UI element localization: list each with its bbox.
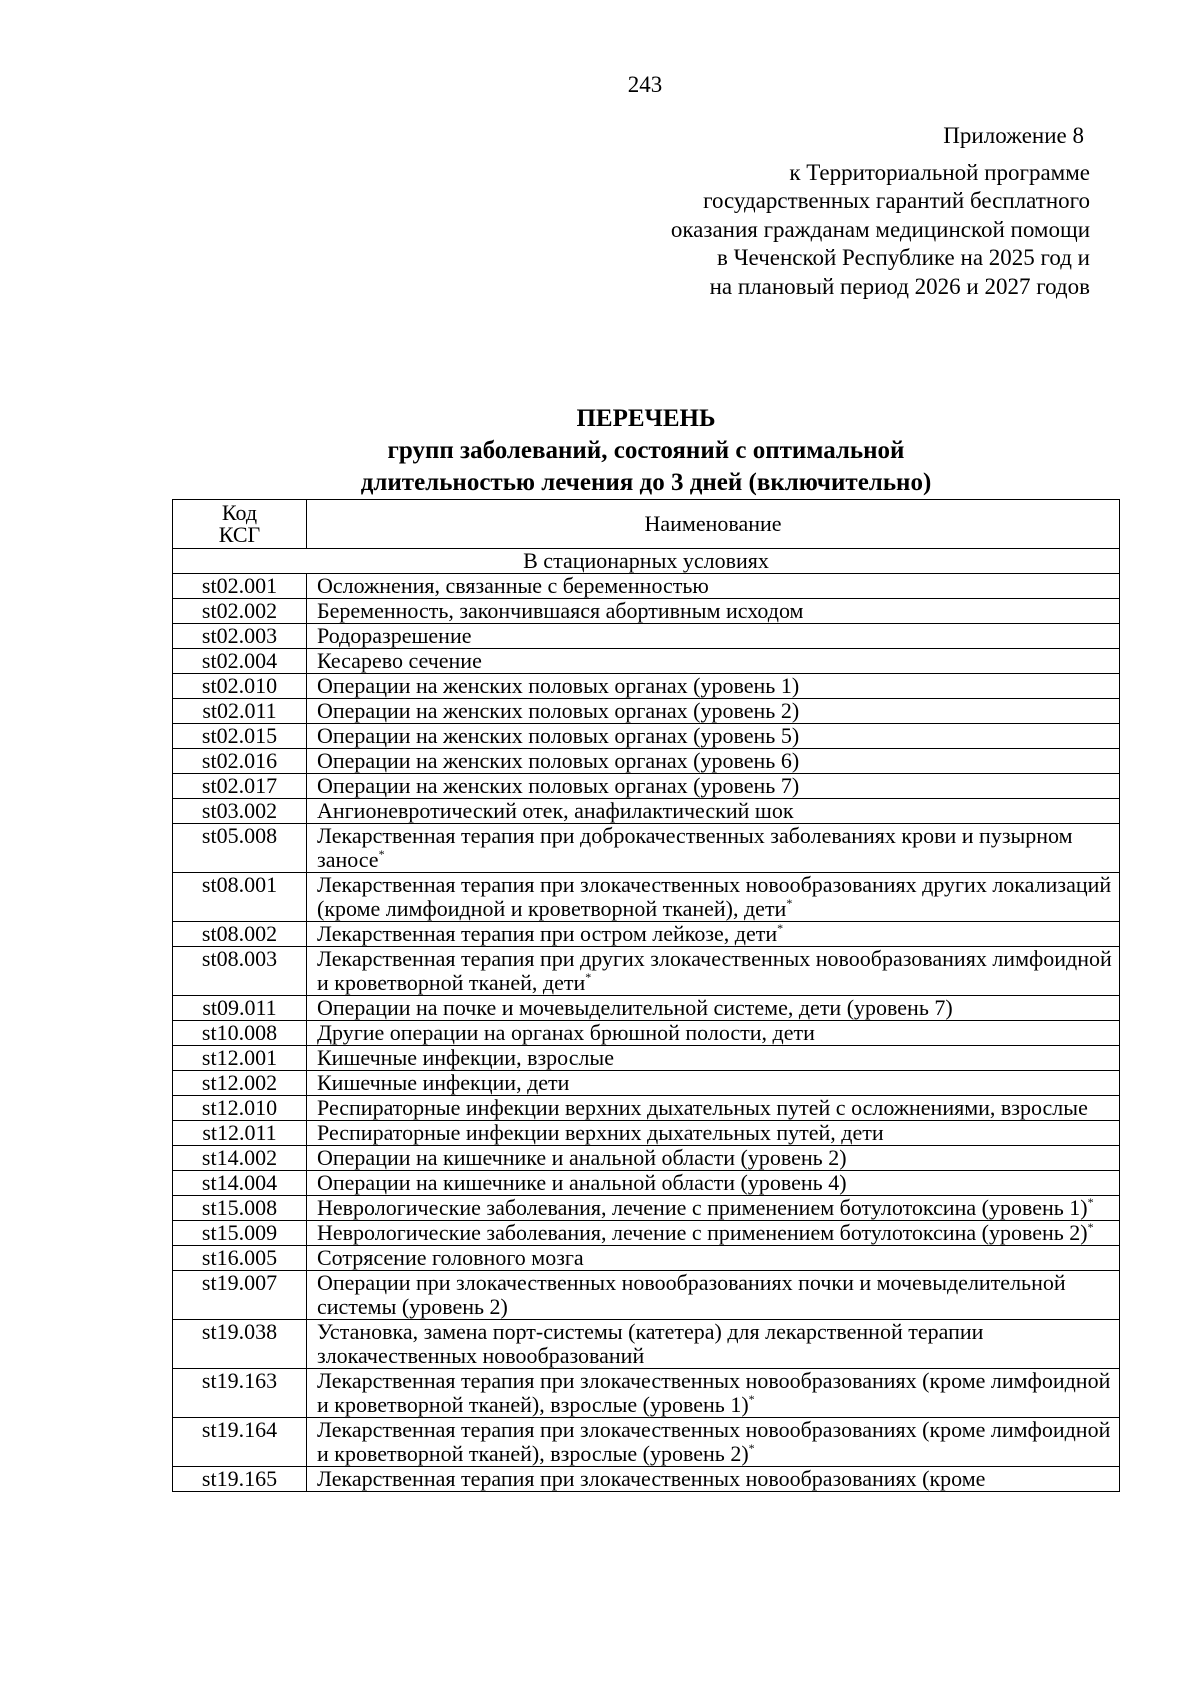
ksg-name-cell [307,624,1120,649]
section-row [173,549,1120,574]
ksg-code: st02.004 [173,649,307,674]
ksg-name: Операции при злокачественных новообразованиях почки и мочевыделительной системы (уровень 2) [317,1270,1066,1319]
ksg-name-cell [307,1046,1120,1071]
table-row [173,799,1120,824]
section-label: В стационарных условиях [173,549,1120,574]
table-row [173,699,1120,724]
ksg-name: Операции на кишечнике и анальной области (уровень 4) [317,1170,847,1195]
table-row [173,1021,1120,1046]
ksg-code: st19.164 [173,1418,307,1467]
table-row [173,873,1120,922]
ksg-name: Лекарственная терапия при других злокачественных новообразованиях лимфоидной и кроветворной тканей, дети [317,946,1112,995]
footnote-mark: * [748,1441,755,1455]
appendix-line: оказания гражданам медицинской помощи [670,216,1090,242]
table-row [173,774,1120,799]
ksg-code: st02.016 [173,749,307,774]
table-header-row [173,500,1120,549]
ksg-name: Родоразрешение [317,623,472,648]
ksg-name: Лекарственная терапия при злокачественных новообразованиях (кроме лимфоидной и кроветворной тканей), взрослые (уровень 1) [317,1368,1111,1417]
footnote-mark: * [1087,1195,1094,1209]
ksg-name-cell [307,749,1120,774]
ksg-name: Осложнения, связанные с беременностью [317,573,709,598]
title-line: ПЕРЕЧЕНЬ [576,405,716,432]
ksg-name-cell [307,699,1120,724]
table-row [173,1196,1120,1221]
ksg-name: Кишечные инфекции, дети [317,1070,570,1095]
ksg-name: Респираторные инфекции верхних дыхательных путей, дети [317,1120,884,1145]
table-row [173,996,1120,1021]
ksg-name-cell [307,1021,1120,1046]
table-row [173,1171,1120,1196]
title-line: длительностью лечения до 3 дней (включительно) [360,469,932,496]
ksg-code: st05.008 [173,824,307,873]
ksg-name-cell [307,1196,1120,1221]
ksg-code: st12.011 [173,1121,307,1146]
table-row [173,1146,1120,1171]
ksg-code: st08.001 [173,873,307,922]
ksg-code: st08.002 [173,922,307,947]
footnote-mark: * [786,896,793,910]
table-row [173,1221,1120,1246]
table-row [173,649,1120,674]
table-row [173,1096,1120,1121]
table-row [173,922,1120,947]
ksg-name: Другие операции на органах брюшной полости, дети [317,1020,815,1045]
ksg-name: Кишечные инфекции, взрослые [317,1045,614,1070]
ksg-code: st12.010 [173,1096,307,1121]
ksg-name: Операции на почке и мочевыделительной системе, дети (уровень 7) [317,995,953,1020]
ksg-name-cell [307,1146,1120,1171]
table-row [173,1418,1120,1467]
appendix-block [671,122,1090,301]
ksg-name-cell [307,674,1120,699]
ksg-name: Лекарственная терапия при остром лейкозе, дети [317,921,778,946]
ksg-name: Лекарственная терапия при злокачественных новообразованиях других локализаций (кроме лимфоидной и кроветворной тканей), дети [317,872,1112,921]
ksg-code: st08.003 [173,947,307,996]
footnote-mark: * [777,921,784,935]
ksg-name: Респираторные инфекции верхних дыхательных путей с осложнениями, взрослые [317,1095,1088,1120]
ksg-code: st19.163 [173,1369,307,1418]
page-number: 243 [627,72,663,97]
ksg-name: Ангионевротический отек, анафилактический шок [317,798,794,823]
ksg-name-cell [307,574,1120,599]
ksg-name: Операции на женских половых органах (уровень 1) [317,673,800,698]
appendix-title: Приложение 8 [943,123,1084,148]
header-name: Наименование [307,500,1120,549]
ksg-name-cell [307,649,1120,674]
ksg-name-cell [307,1320,1120,1369]
ksg-name: Лекарственная терапия при доброкачественных заболеваниях крови и пузырном заносе [317,823,1073,872]
table-row [173,1046,1120,1071]
ksg-code: st15.009 [173,1221,307,1246]
ksg-name: Кесарево сечение [317,648,482,673]
header-code-line: КСГ [218,522,261,547]
ksg-name-cell [307,824,1120,873]
ksg-name-cell [307,1369,1120,1418]
ksg-code: st03.002 [173,799,307,824]
ksg-name-cell [307,1171,1120,1196]
appendix-line: к Территориальной программе [789,159,1090,185]
ksg-name-cell [307,799,1120,824]
ksg-code: st12.002 [173,1071,307,1096]
ksg-code: st15.008 [173,1196,307,1221]
ksg-name-cell [307,947,1120,996]
ksg-name: Установка, замена порт-системы (катетера) для лекарственной терапии злокачественных новообразований [317,1319,984,1368]
ksg-name: Операции на кишечнике и анальной области (уровень 2) [317,1145,847,1170]
header-code [173,500,307,549]
ksg-name: Лекарственная терапия при злокачественных новообразованиях (кроме [317,1466,986,1491]
ksg-name-cell [307,774,1120,799]
ksg-code: st14.004 [173,1171,307,1196]
ksg-name-cell [307,1121,1120,1146]
table-row [173,1246,1120,1271]
ksg-name-cell [307,873,1120,922]
ksg-name-cell [307,1096,1120,1121]
ksg-code: st02.003 [173,624,307,649]
ksg-name: Беременность, закончившаяся абортивным исходом [317,598,804,623]
footnote-mark: * [378,847,385,861]
ksg-name-cell [307,1221,1120,1246]
table-row [173,724,1120,749]
header-code-line: Код [221,500,258,525]
appendix-line: государственных гарантий бесплатного [703,188,1090,213]
ksg-code: st02.002 [173,599,307,624]
ksg-name: Операции на женских половых органах (уровень 7) [317,773,800,798]
ksg-name: Сотрясение головного мозга [317,1245,584,1270]
ksg-name: Операции на женских половых органах (уровень 2) [317,698,800,723]
ksg-name-cell [307,724,1120,749]
ksg-name: Неврологические заболевания, лечение с применением ботулотоксина (уровень 2) [317,1220,1088,1245]
ksg-name: Операции на женских половых органах (уровень 5) [317,723,800,748]
ksg-name: Лекарственная терапия при злокачественных новообразованиях (кроме лимфоидной и кроветворной тканей), взрослые (уровень 2) [317,1417,1111,1466]
ksg-code: st12.001 [173,1046,307,1071]
ksg-name-cell [307,599,1120,624]
ksg-name-cell [307,922,1120,947]
table-row [173,624,1120,649]
table-row [173,1467,1120,1492]
table-row [173,574,1120,599]
ksg-name-cell [307,1271,1120,1320]
ksg-code: st02.010 [173,674,307,699]
table-row [173,749,1120,774]
ksg-name-cell [307,1467,1120,1492]
ksg-code: st02.017 [173,774,307,799]
footnote-mark: * [1087,1220,1094,1234]
table-row [173,674,1120,699]
ksg-table [172,499,1120,1492]
table-row [173,1271,1120,1320]
table-body [173,549,1120,1492]
ksg-name-cell [307,1246,1120,1271]
ksg-code: st10.008 [173,1021,307,1046]
table-row [173,947,1120,996]
ksg-code: st16.005 [173,1246,307,1271]
table-row [173,1071,1120,1096]
ksg-name-cell [307,1418,1120,1467]
ksg-code: st02.001 [173,574,307,599]
footnote-mark: * [748,1392,755,1406]
ksg-name: Неврологические заболевания, лечение с применением ботулотоксина (уровень 1) [317,1195,1088,1220]
table-row [173,824,1120,873]
footnote-mark: * [585,970,592,984]
ksg-code: st19.007 [173,1271,307,1320]
ksg-name-cell [307,1071,1120,1096]
title-line: групп заболеваний, состояний с оптимальной [387,437,905,464]
table-row [173,1369,1120,1418]
table-row [173,1320,1120,1369]
ksg-code: st19.165 [173,1467,307,1492]
ksg-code: st02.011 [173,699,307,724]
ksg-code: st09.011 [173,996,307,1021]
appendix-line: в Чеченской Республике на 2025 год и [717,245,1090,270]
ksg-name: Операции на женских половых органах (уровень 6) [317,748,800,773]
document-title [172,403,1120,499]
ksg-code: st02.015 [173,724,307,749]
ksg-code: st14.002 [173,1146,307,1171]
table-row [173,1121,1120,1146]
table-row [173,599,1120,624]
ksg-code: st19.038 [173,1320,307,1369]
ksg-name-cell [307,996,1120,1021]
appendix-line: на плановый период 2026 и 2027 годов [709,273,1090,299]
